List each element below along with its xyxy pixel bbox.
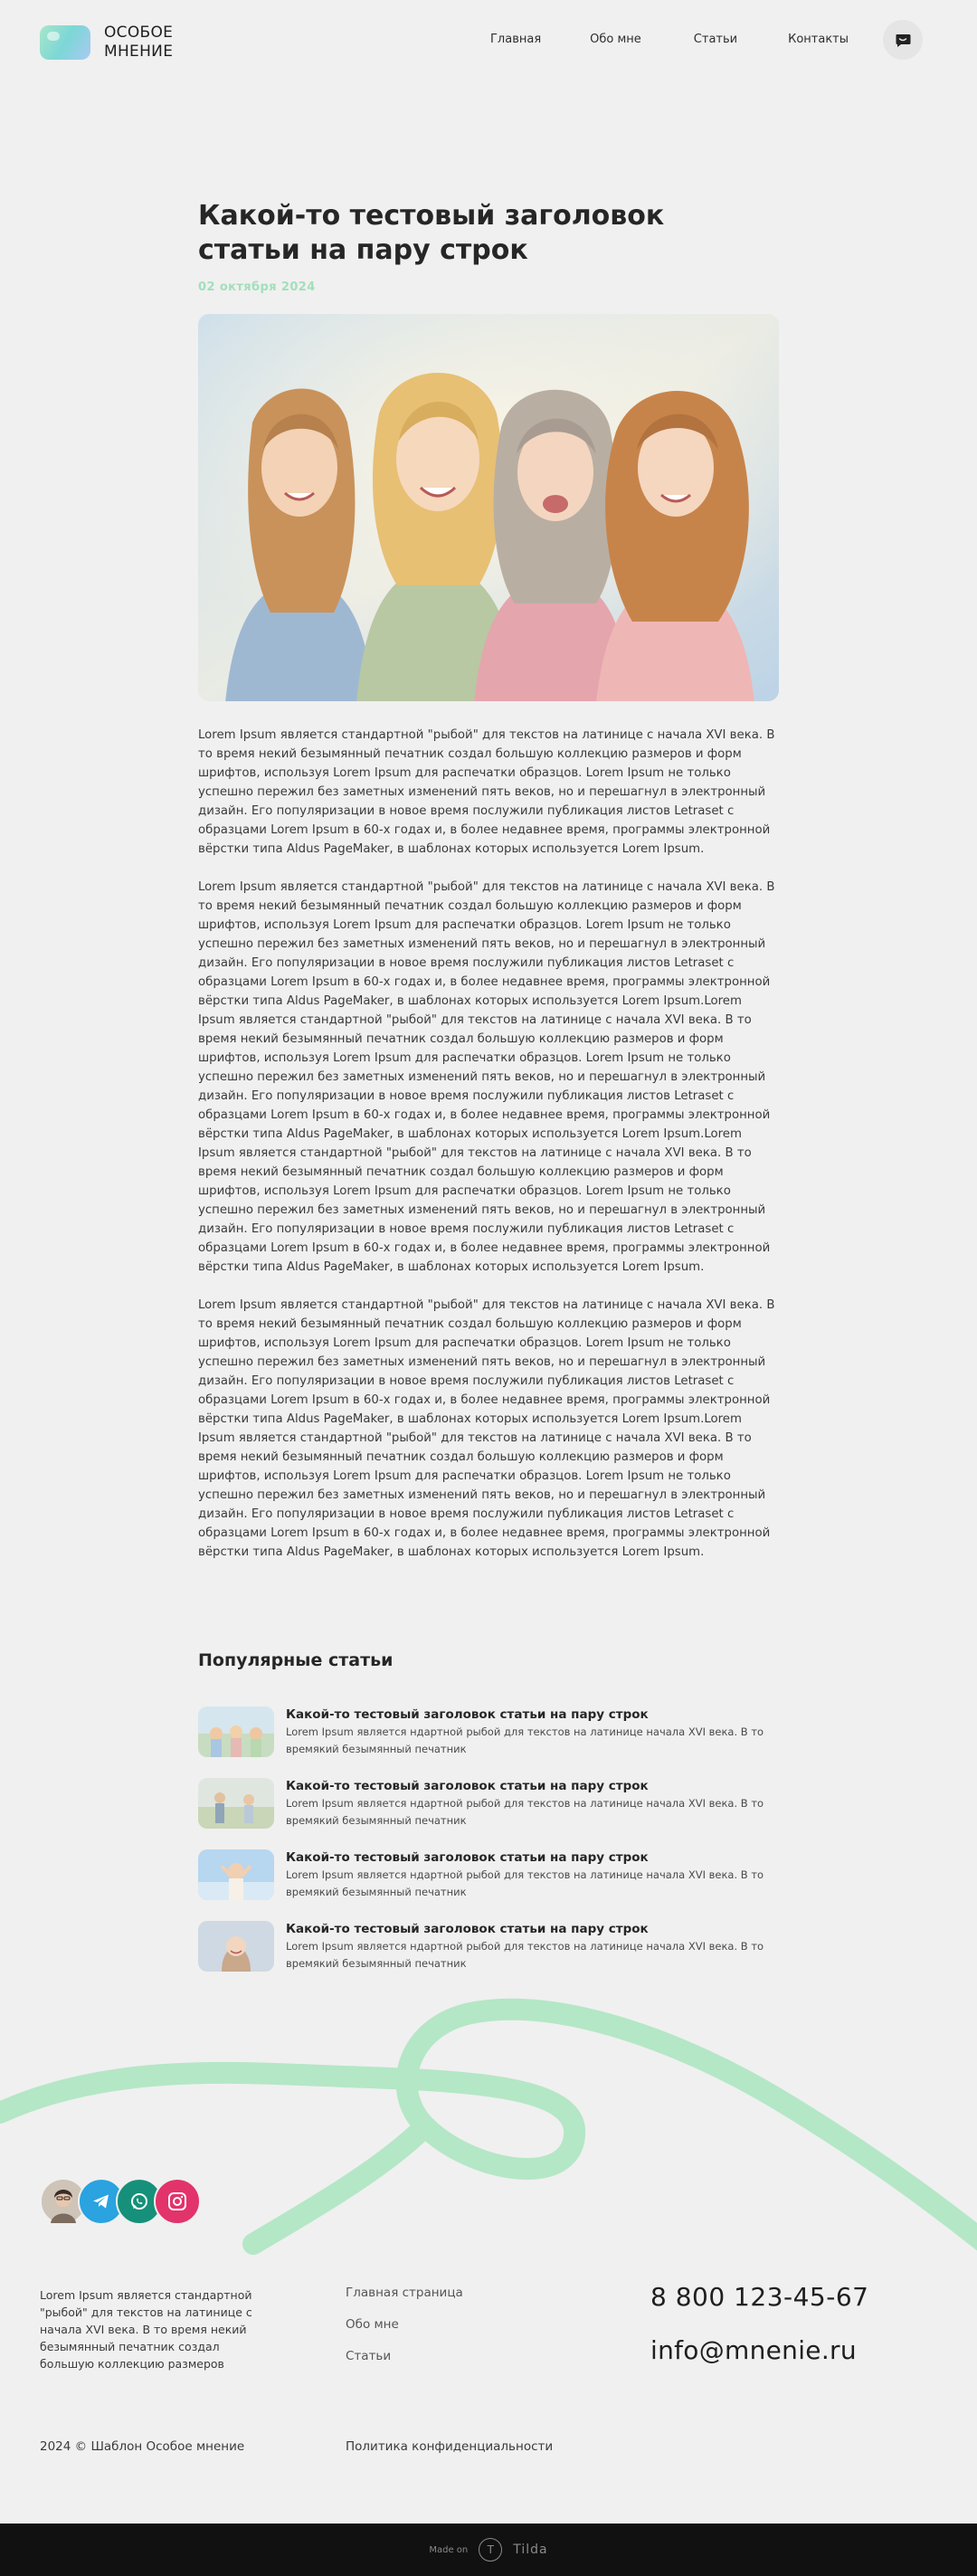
popular-title[interactable]: Какой-то тестовый заголовок статьи на пару строк: [286, 1779, 649, 1793]
popular-item[interactable]: [198, 1921, 779, 1972]
header: [0, 0, 977, 83]
privacy-policy-link[interactable]: Политика конфиденциальности: [346, 2439, 554, 2454]
popular-item[interactable]: [198, 1778, 779, 1830]
popular-text: [286, 1849, 774, 1901]
nav-articles[interactable]: Статьи: [693, 33, 738, 46]
nav-about[interactable]: Обо мне: [590, 33, 641, 46]
copyright: 2024 © Шаблон Особое мнение: [40, 2439, 245, 2454]
article-title: Какой-то тестовый заголовок статьи на пару строк: [198, 200, 665, 266]
popular-item[interactable]: [198, 1706, 779, 1758]
popular-title[interactable]: Какой-то тестовый заголовок статьи на пару строк: [286, 1922, 649, 1936]
email-link[interactable]: info@mnenie.ru: [650, 2335, 857, 2365]
footer-about: Lorem Ipsum является стандартной "рыбой" для текстов на латинице с начала XVI века. В то время некий безымянный печатник создал большую коллекцию размеров: [40, 2288, 252, 2371]
whatsapp-icon: [128, 2191, 150, 2212]
nav-home[interactable]: Главная: [490, 33, 542, 46]
logo-mark-icon: [40, 25, 90, 60]
logo[interactable]: [40, 24, 173, 62]
article-paragraph-1: Lorem Ipsum является стандартной "рыбой" для текстов на латинице с начала XVI века. В то время некий безымянный печатник создал большую коллекцию размеров и форм шрифтов, используя Lorem Ipsum для распечатки образцов. Lorem Ipsum не только успешно пережил без заметных изменений пять веков, но и перешагнул в электронный дизайн. Его популяризации в новое время послужили публикация листов Letraset с образцами Lorem Ipsum в 60-х годах и, в более недавнее время, программы электронной вёрстки типа Aldus PageMaker, в шаблонах которых используется Lorem Ipsum.: [198, 728, 775, 856]
popular-desc: Lorem Ipsum является ндартной рыбой для текстов на латинице начала XVI века. В то времякий безымянный печатник: [286, 1797, 764, 1827]
popular-desc: Lorem Ipsum является ндартной рыбой для текстов на латинице начала XVI века. В то времякий безымянный печатник: [286, 1868, 764, 1898]
hero-image: [198, 314, 779, 701]
logo-line-1: ОСОБОЕ: [104, 24, 174, 42]
chat-icon: [894, 31, 912, 49]
telegram-icon: [90, 2191, 112, 2212]
main-nav: [490, 33, 849, 46]
footer-nav: [346, 2286, 463, 2381]
popular-text: [286, 1706, 774, 1758]
popular-heading: Популярные статьи: [198, 1650, 394, 1670]
popular-thumb: [198, 1921, 274, 1972]
social-links: [40, 2178, 203, 2225]
instagram-icon: [167, 2191, 187, 2211]
chat-button[interactable]: [883, 20, 923, 60]
popular-item[interactable]: [198, 1849, 779, 1901]
footer-link-articles[interactable]: Статьи: [346, 2349, 392, 2363]
tilda-logo-icon: T: [479, 2538, 502, 2562]
popular-thumb: [198, 1778, 274, 1829]
article-date: 02 октября 2024: [198, 280, 316, 294]
popular-text: [286, 1921, 774, 1972]
popular-desc: Lorem Ipsum является ндартной рыбой для текстов на латинице начала XVI века. В то времякий безымянный печатник: [286, 1725, 764, 1755]
article-paragraph-2: Lorem Ipsum является стандартной "рыбой" для текстов на латинице с начала XVI века. В то время некий безымянный печатник создал большую коллекцию размеров и форм шрифтов, используя Lorem Ipsum для распечатки образцов. Lorem Ipsum не только успешно пережил без заметных изменений пять веков, но и перешагнул в электронный дизайн. Его популяризации в новое время послужили публикация листов Letraset с образцами Lorem Ipsum в 60-х годах и, в более недавнее время, программы электронной вёрстки типа Aldus PageMaker, в шаблонах которых используется Lorem Ipsum.Lorem Ipsum является стандартной "рыбой" для текстов на латинице с начала XVI века. В то время некий безымянный печатник создал большую коллекцию размеров и форм шрифтов, используя Lorem Ipsum для распечатки образцов. Lorem Ipsum не только успешно пережил без заметных изменений пять веков, но и перешагнул в электронный дизайн. Его популяризации в новое время послужили публикация листов Letraset с образцами Lorem Ipsum в 60-х годах и, в более недавнее время, программы электронной вёрстки типа Aldus PageMaker, в шаблонах которых используется Lorem Ipsum.Lorem Ipsum является стандартной "рыбой" для текстов на латинице с начала XVI века. В то время некий безымянный печатник создал большую коллекцию размеров и форм шрифтов, используя Lorem Ipsum для распечатки образцов. Lorem Ipsum не только успешно пережил без заметных изменений пять веков, но и перешагнул в электронный дизайн. Его популяризации в новое время послужили публикация листов Letraset с образцами Lorem Ipsum в 60-х годах и, в более недавнее время, программы электронной вёрстки типа Aldus PageMaker, в шаблонах которых используется Lorem Ipsum.: [198, 880, 775, 1274]
tilda-made-on: Made on: [429, 2544, 469, 2555]
logo-text: [104, 24, 173, 62]
popular-desc: Lorem Ipsum является ндартной рыбой для текстов на латинице начала XVI века. В то времякий безымянный печатник: [286, 1940, 764, 1970]
phone-link[interactable]: 8 800 123-45-67: [650, 2282, 869, 2312]
tilda-badge[interactable]: [0, 2524, 977, 2576]
article: [198, 199, 779, 1562]
logo-line-2: МНЕНИЕ: [104, 43, 174, 61]
popular-title[interactable]: Какой-то тестовый заголовок статьи на пару строк: [286, 1850, 649, 1865]
popular-title[interactable]: Какой-то тестовый заголовок статьи на пару строк: [286, 1707, 649, 1722]
instagram-link[interactable]: [154, 2178, 201, 2225]
popular-articles: [198, 1650, 779, 1970]
footer-link-home[interactable]: Главная страница: [346, 2286, 463, 2300]
nav-contacts[interactable]: Контакты: [788, 33, 849, 46]
popular-text: [286, 1778, 774, 1830]
tilda-name: Tilda: [513, 2543, 548, 2557]
popular-thumb: [198, 1706, 274, 1757]
contacts: [650, 2282, 868, 2365]
footer-link-about[interactable]: Обо мне: [346, 2317, 399, 2332]
popular-thumb: [198, 1849, 274, 1900]
article-paragraph-3: Lorem Ipsum является стандартной "рыбой" для текстов на латинице с начала XVI века. В то время некий безымянный печатник создал большую коллекцию размеров и форм шрифтов, используя Lorem Ipsum для распечатки образцов. Lorem Ipsum не только успешно пережил без заметных изменений пять веков, но и перешагнул в электронный дизайн. Его популяризации в новое время послужили публикация листов Letraset с образцами Lorem Ipsum в 60-х годах и, в более недавнее время, программы электронной вёрстки типа Aldus PageMaker, в шаблонах которых используется Lorem Ipsum.Lorem Ipsum является стандартной "рыбой" для текстов на латинице с начала XVI века. В то время некий безымянный печатник создал большую коллекцию размеров и форм шрифтов, используя Lorem Ipsum для распечатки образцов. Lorem Ipsum не только успешно пережил без заметных изменений пять веков, но и перешагнул в электронный дизайн. Его популяризации в новое время послужили публикация листов Letraset с образцами Lorem Ipsum в 60-х годах и, в более недавнее время, программы электронной вёрстки типа Aldus PageMaker, в шаблонах которых используется Lorem Ipsum.: [198, 1298, 775, 1559]
